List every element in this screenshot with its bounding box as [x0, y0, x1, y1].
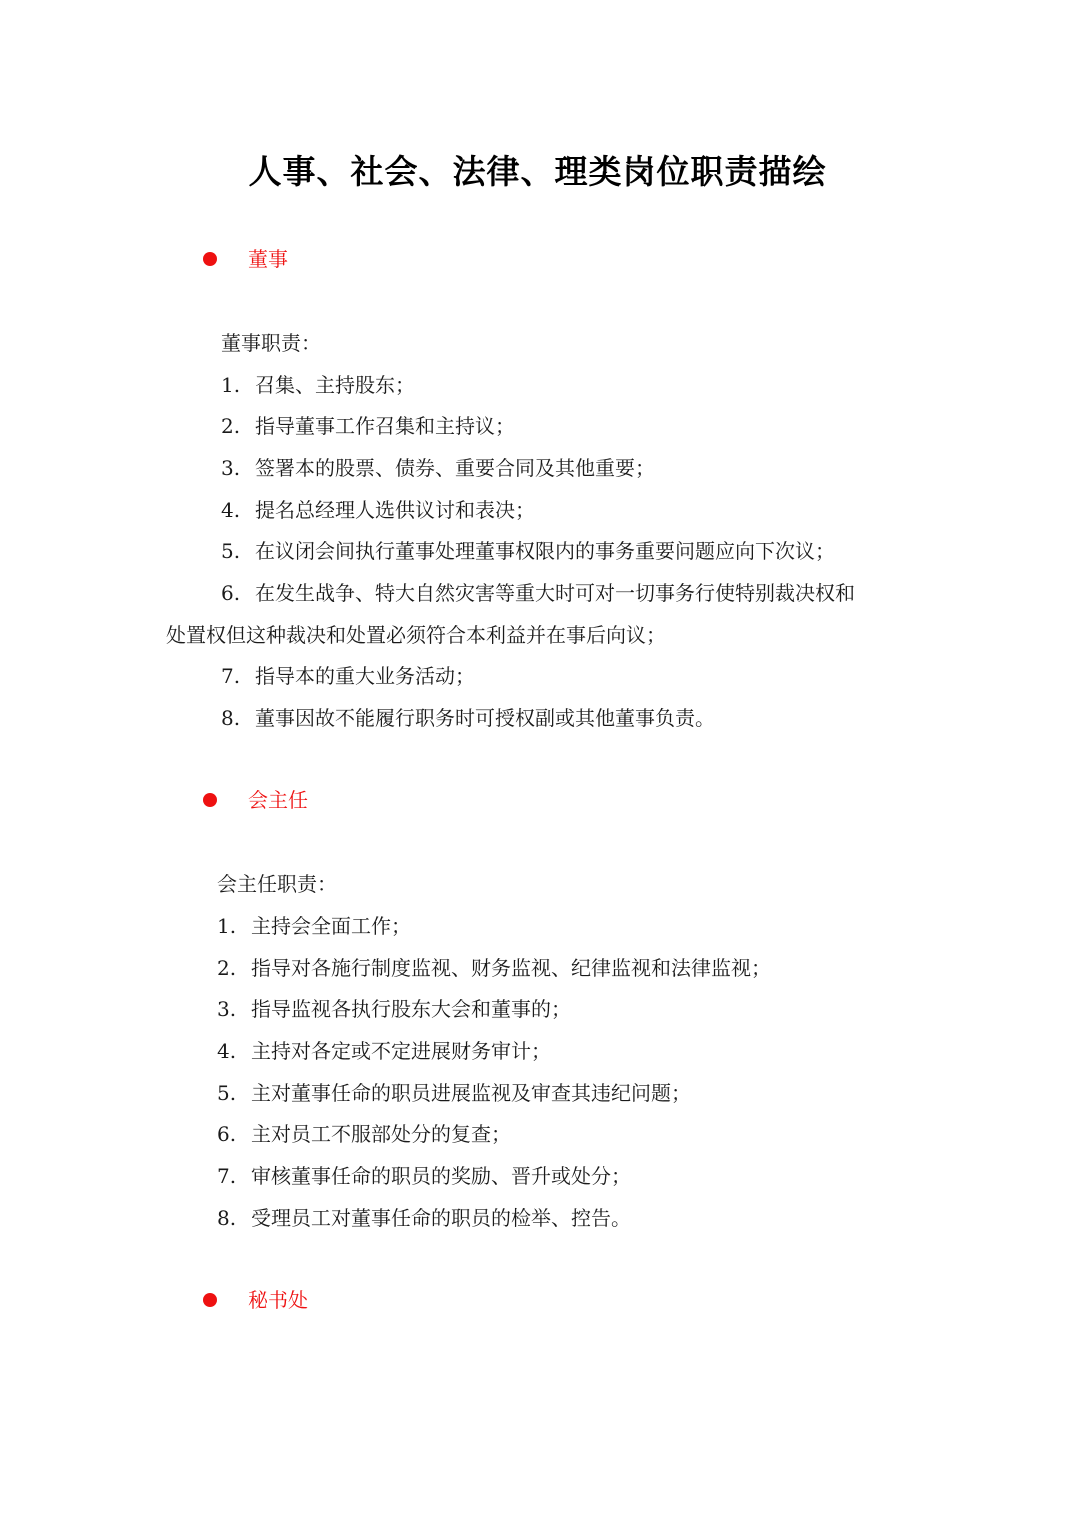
list-item-text: 主持会全面工作； — [251, 914, 411, 938]
list-item-number: 4. — [221, 498, 241, 522]
list-item-number: 7. — [217, 1164, 237, 1188]
list-item-text: 提名总经理人选供议讨和表决； — [255, 498, 535, 522]
red-bullet-icon — [203, 793, 217, 807]
list-item — [221, 370, 415, 400]
red-bullet-icon — [203, 252, 217, 266]
red-bullet-icon — [203, 1293, 217, 1307]
list-item-text: 主持对各定或不定进展财务审计； — [251, 1039, 551, 1063]
list-item — [221, 411, 515, 441]
list-item-number: 3. — [217, 997, 237, 1021]
list-item — [217, 953, 771, 983]
list-item — [221, 536, 835, 566]
list-item — [217, 1036, 551, 1066]
section-heading-label: 董事 — [248, 247, 288, 271]
list-item-number: 6. — [221, 581, 241, 605]
list-item — [217, 911, 411, 941]
list-item-text: 指导对各施行制度监视、财务监视、纪律监视和法律监视； — [251, 956, 771, 980]
list-item — [221, 495, 535, 525]
list-item-number: 5. — [217, 1081, 237, 1105]
list-item — [217, 1078, 691, 1108]
list-item-text: 在议闭会间执行董事处理董事权限内的事务重要问题应向下次议； — [255, 539, 835, 563]
list-item-text: 审核董事任命的职员的奖励、晋升或处分； — [251, 1164, 631, 1188]
section-heading-secretariat — [203, 1285, 308, 1315]
list-item-text: 主对董事任命的职员进展监视及审查其违纪问题； — [251, 1081, 691, 1105]
list-item-text: 在发生战争、特大自然灾害等重大时可对一切事务行使特别裁决权和 — [255, 581, 855, 605]
list-item-number: 1. — [217, 914, 237, 938]
list-item-text: 主对员工不服部处分的复查； — [251, 1122, 511, 1146]
list-item-text: 董事因故不能履行职务时可授权副或其他董事负责。 — [255, 706, 715, 730]
list-item — [221, 661, 475, 691]
list-item — [217, 1119, 511, 1149]
section-heading-label: 会主任 — [248, 788, 308, 812]
list-item-number: 2. — [217, 956, 237, 980]
list-item-text: 指导董事工作召集和主持议； — [255, 414, 515, 438]
list-item-text: 指导监视各执行股东大会和董事的； — [251, 997, 571, 1021]
list-item — [221, 578, 855, 608]
list-item — [221, 453, 655, 483]
list-item-number: 6. — [217, 1122, 237, 1146]
list-item-number: 1. — [221, 373, 241, 397]
list-item-number: 3. — [221, 456, 241, 480]
section-heading-label: 秘书处 — [248, 1288, 308, 1312]
section-heading-committee-chair — [203, 785, 308, 815]
list-item-continuation: 处置权但这种裁决和处置必须符合本利益并在事后向议； — [166, 623, 666, 647]
list-item-number: 8. — [217, 1206, 237, 1230]
list-item-number: 5. — [221, 539, 241, 563]
list-item — [217, 1161, 631, 1191]
list-item-text: 受理员工对董事任命的职员的检举、控告。 — [251, 1206, 631, 1230]
page-title: 人事、社会、法律、理类岗位职责描绘 — [248, 152, 827, 191]
list-item-number: 8. — [221, 706, 241, 730]
list-item-text: 召集、主持股东； — [255, 373, 415, 397]
section-heading-director — [203, 244, 288, 274]
list-item — [217, 994, 571, 1024]
list-item-text: 签署本的股票、债券、重要合同及其他重要； — [255, 456, 655, 480]
section-intro: 董事职责： — [221, 331, 321, 355]
list-item — [217, 1203, 631, 1233]
list-item-number: 4. — [217, 1039, 237, 1063]
list-item-number: 7. — [221, 664, 241, 688]
list-item — [221, 703, 715, 733]
list-item-text: 指导本的重大业务活动； — [255, 664, 475, 688]
section-intro: 会主任职责： — [217, 872, 337, 896]
list-item-number: 2. — [221, 414, 241, 438]
